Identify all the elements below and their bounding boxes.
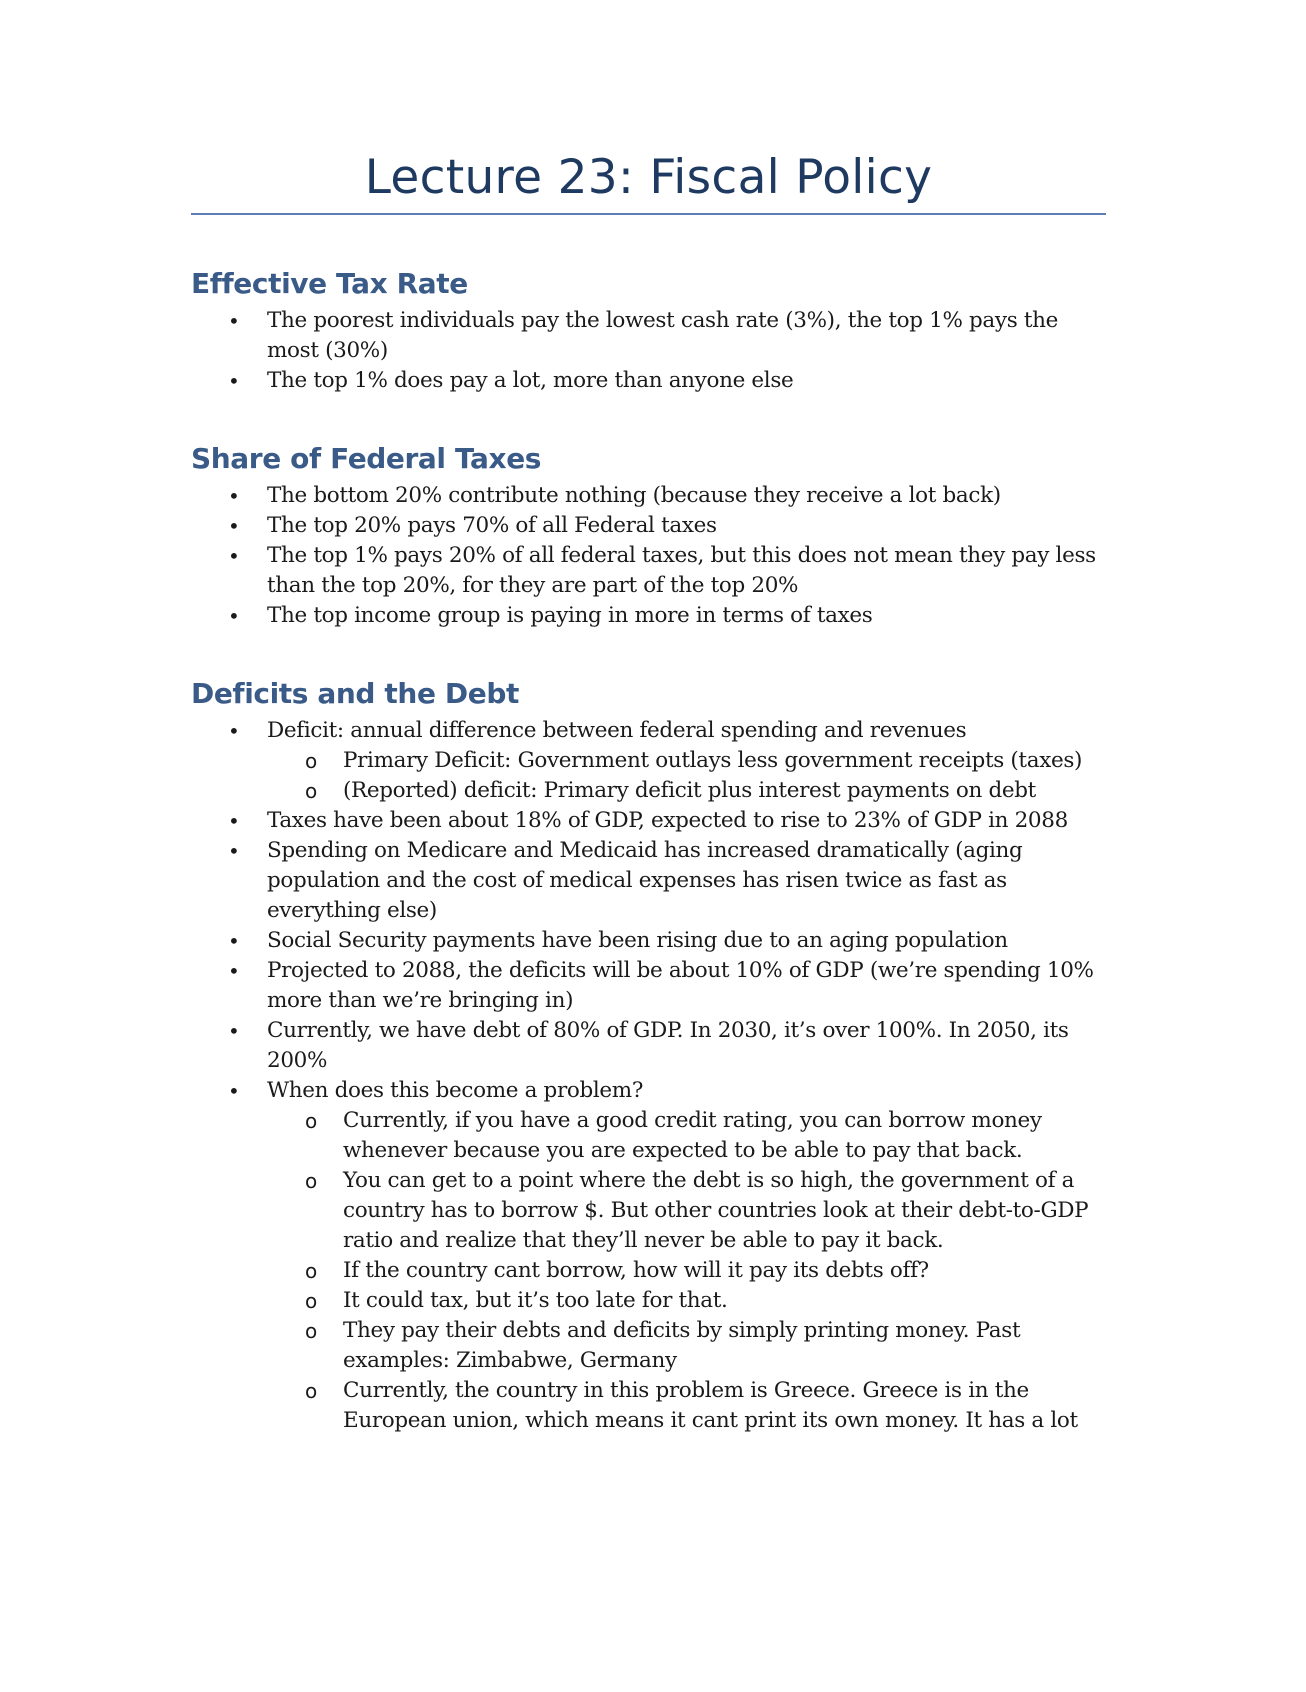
- bullet-list: [191, 481, 1106, 631]
- document-page: [191, 150, 1106, 1436]
- bullet-icon: •: [228, 959, 240, 983]
- bullet-icon: •: [228, 929, 240, 953]
- list-item: [228, 511, 1106, 541]
- list-item-text: Social Security payments have been rising due to an aging population: [267, 928, 1008, 953]
- circle-bullet-icon: o: [305, 1379, 317, 1403]
- bullet-list: [191, 306, 1106, 396]
- bullet-icon: •: [228, 604, 240, 628]
- sub-list-item: [305, 776, 1106, 806]
- list-item-text: The top income group is paying in more in terms of taxes: [267, 603, 873, 628]
- sub-list-item: [305, 1376, 1106, 1436]
- circle-bullet-icon: o: [305, 1109, 317, 1133]
- bullet-icon: •: [228, 839, 240, 863]
- sub-list-item: [305, 1166, 1106, 1256]
- list-item-text: Currently, we have debt of 80% of GDP. In 2030, it’s over 100%. In 2050, its 200%: [267, 1018, 1069, 1073]
- sub-list-item: [305, 1316, 1106, 1376]
- list-item: [228, 836, 1106, 926]
- list-item-text: Spending on Medicare and Medicaid has increased dramatically (aging population and the cost of medical expenses has risen twice as fast as everything else): [267, 838, 1023, 923]
- list-item-text: When does this become a problem?: [267, 1078, 644, 1103]
- section-heading: Effective Tax Rate: [191, 267, 468, 300]
- bullet-list: [191, 716, 1106, 1436]
- list-item: [228, 806, 1106, 836]
- sub-bullet-list: [267, 746, 1106, 806]
- list-item: [228, 956, 1106, 1016]
- list-item-text: The poorest individuals pay the lowest cash rate (3%), the top 1% pays the most (30%): [267, 308, 1059, 363]
- sub-list-item: [305, 1256, 1106, 1286]
- section-heading: Deficits and the Debt: [191, 677, 519, 710]
- sub-bullet-list: [267, 1106, 1106, 1436]
- bullet-icon: •: [228, 369, 240, 393]
- list-item: [228, 366, 1106, 396]
- list-item: [228, 1016, 1106, 1076]
- list-item: [228, 1076, 1106, 1436]
- bullet-icon: •: [228, 1079, 240, 1103]
- bullet-icon: •: [228, 514, 240, 538]
- list-item-text: The bottom 20% contribute nothing (because they receive a lot back): [267, 483, 1001, 508]
- list-item-text: Deficit: annual difference between federal spending and revenues: [267, 718, 967, 743]
- bullet-icon: •: [228, 484, 240, 508]
- list-item: [228, 541, 1106, 601]
- sub-list-item-text: They pay their debts and deficits by simply printing money. Past examples: Zimbabwe, Germany: [343, 1318, 1021, 1373]
- bullet-icon: •: [228, 1019, 240, 1043]
- list-item: [228, 481, 1106, 511]
- section-effective-tax-rate: [191, 267, 1106, 396]
- list-item-text: The top 1% does pay a lot, more than anyone else: [267, 368, 794, 393]
- circle-bullet-icon: o: [305, 1319, 317, 1343]
- sub-list-item-text: You can get to a point where the debt is so high, the government of a country has to borrow $. But other countries look at their debt-to-GDP ratio and realize that they’ll never be able to pay it back.: [343, 1168, 1089, 1253]
- sub-list-item: [305, 746, 1106, 776]
- section-heading: Share of Federal Taxes: [191, 442, 542, 475]
- list-item-text: Projected to 2088, the deficits will be about 10% of GDP (we’re spending 10% more than we’re bringing in): [267, 958, 1094, 1013]
- sub-list-item-text: If the country cant borrow, how will it pay its debts off?: [343, 1258, 929, 1283]
- sub-list-item: [305, 1106, 1106, 1166]
- title-underline: [191, 213, 1106, 215]
- sub-list-item-text: Primary Deficit: Government outlays less government receipts (taxes): [343, 748, 1083, 773]
- circle-bullet-icon: o: [305, 1169, 317, 1193]
- list-item: [228, 716, 1106, 806]
- sub-list-item-text: Currently, the country in this problem is Greece. Greece is in the European union, which means it cant print its own money. It has a lot: [343, 1378, 1078, 1433]
- list-item-text: The top 1% pays 20% of all federal taxes, but this does not mean they pay less than the top 20%, for they are part of the top 20%: [267, 543, 1096, 598]
- circle-bullet-icon: o: [305, 749, 317, 773]
- list-item: [228, 306, 1106, 366]
- circle-bullet-icon: o: [305, 779, 317, 803]
- bullet-icon: •: [228, 719, 240, 743]
- bullet-icon: •: [228, 309, 240, 333]
- bullet-icon: •: [228, 809, 240, 833]
- sub-list-item-text: Currently, if you have a good credit rating, you can borrow money whenever because you are expected to be able to pay that back.: [343, 1108, 1042, 1163]
- circle-bullet-icon: o: [305, 1289, 317, 1313]
- page-title: Lecture 23: Fiscal Policy: [364, 150, 933, 205]
- list-item-text: Taxes have been about 18% of GDP, expected to rise to 23% of GDP in 2088: [267, 808, 1068, 833]
- list-item-text: The top 20% pays 70% of all Federal taxes: [267, 513, 717, 538]
- list-item: [228, 926, 1106, 956]
- bullet-icon: •: [228, 544, 240, 568]
- section-share-of-federal-taxes: [191, 442, 1106, 631]
- sub-list-item-text: It could tax, but it’s too late for that.: [343, 1288, 728, 1313]
- sub-list-item-text: (Reported) deficit: Primary deficit plus interest payments on debt: [343, 778, 1036, 803]
- sub-list-item: [305, 1286, 1106, 1316]
- section-deficits-and-the-debt: [191, 677, 1106, 1436]
- circle-bullet-icon: o: [305, 1259, 317, 1283]
- list-item: [228, 601, 1106, 631]
